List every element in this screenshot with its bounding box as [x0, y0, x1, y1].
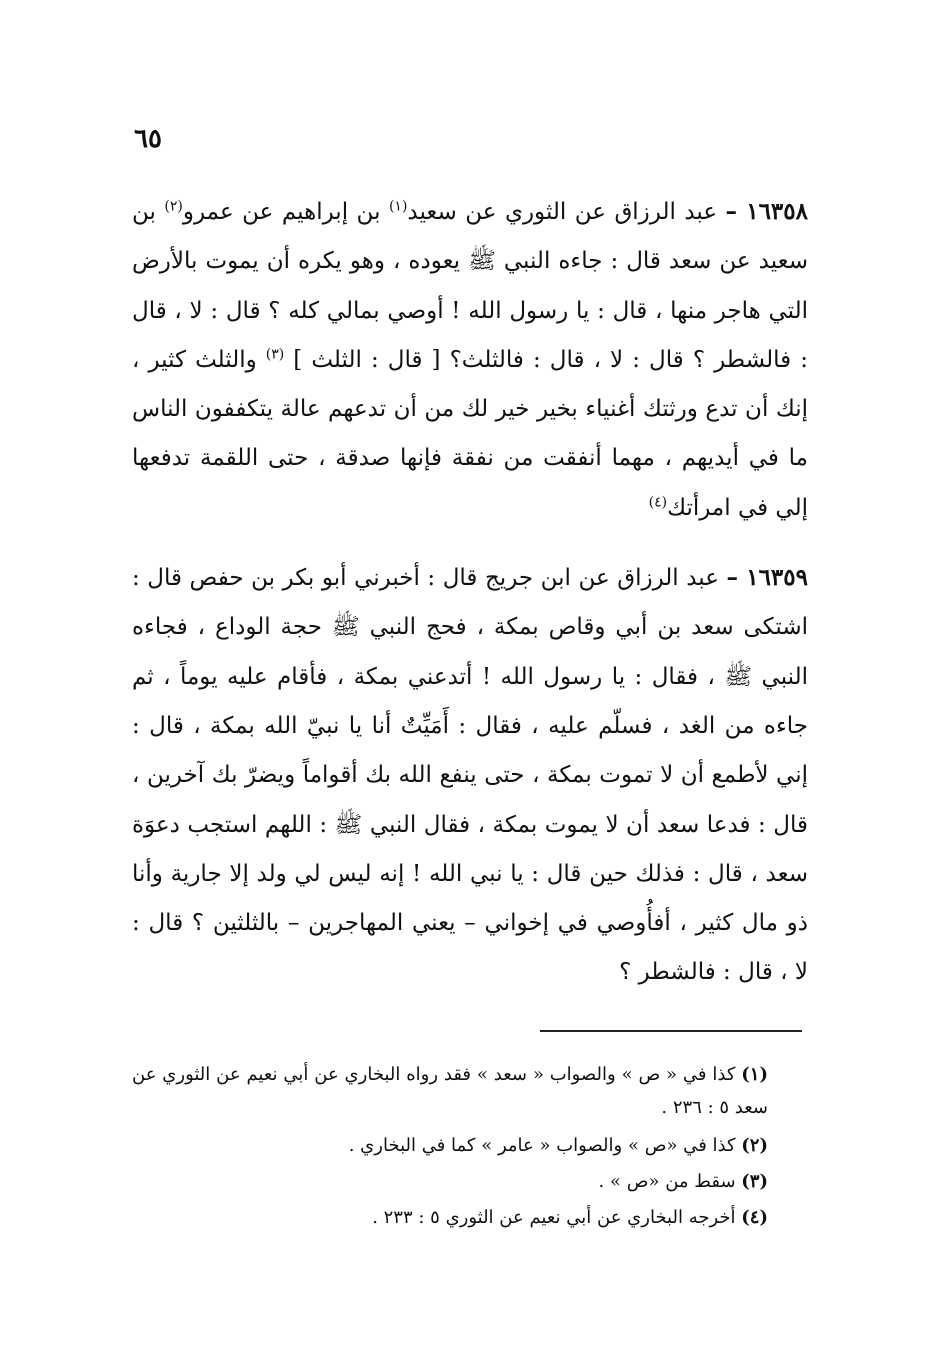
footnote-mark: (٢)	[741, 1135, 768, 1156]
footnote-4	[132, 1202, 808, 1234]
footnote-mark: (٣)	[741, 1171, 768, 1192]
footnote-reference: (١)	[388, 198, 408, 215]
footnotes	[132, 1058, 808, 1238]
footnote-2	[132, 1130, 808, 1162]
paragraph-16359	[132, 553, 808, 998]
paragraph-number: ١٦٣٥٩ –	[726, 564, 808, 592]
paragraph-text: عبد الرزاق عن الثوري عن سعيد	[407, 199, 726, 225]
footnote-1	[132, 1058, 808, 1124]
footnote-separator	[540, 1030, 802, 1032]
paragraph-text: عبد الرزاق عن ابن جريج قال : أخبرني أبو بكر بن حفص قال : اشتكى سعد بن أبي وقاص بمكة ، فحج النبي ﷺ حجة الوداع ، فجاءه النبي ﷺ ، فقال : يا رسول الله ! أتدعني بمكة ، فأقام عليه يوماً ، ثم جاءه من الغد ، فسلّم عليه ، فقال : أَمَيِّتٌ أنا يا نبيّ الله بمكة ، قال : إني لأطمع أن لا تموت بمكة ، حتى ينفع الله بك أقواماً ويضرّ بك آخرين ، قال : فدعا سعد أن لا يموت بمكة ، فقال النبي ﷺ : اللهم استجب دعوَة سعد ، قال : فذلك حين قال : يا نبي الله ! إنه ليس لي ولد إلا جارية وأنا ذو مال كثير ، أفأُوصي في إخواني – يعني المهاجرين – بالثلثين ؟ قال : لا ، قال : فالشطر ؟	[132, 565, 808, 986]
footnote-reference: (٣)	[265, 346, 285, 363]
paragraph-number: ١٦٣٥٨ –	[725, 198, 808, 225]
footnote-reference: (٤)	[648, 494, 668, 511]
paragraph-text: بن إبراهيم عن عمرو	[182, 199, 389, 225]
main-text	[132, 187, 808, 998]
footnote-text: أخرجه البخاري عن أبي نعيم عن الثوري ٥ : ٢٣٣ .	[372, 1207, 742, 1228]
footnote-text: سقط من «ص » .	[598, 1171, 742, 1192]
footnote-mark: (٤)	[741, 1207, 768, 1228]
footnote-reference: (٢)	[164, 198, 183, 215]
footnote-text: كذا في «ص » والصواب « عامر » كما في البخاري .	[348, 1135, 742, 1156]
page-number: ٦٥	[134, 124, 162, 154]
footnote-text: كذا في « ص » والصواب « سعد » فقد رواه البخاري عن أبي نعيم عن الثوري عن سعد ٥ : ٢٣٦ .	[132, 1064, 768, 1118]
paragraph-text: والثلث كثير ، إنك أن تدع ورثتك أغنياء بخير خير لك من أن تدعهم عالة يتكففون الناس ما في أيديهم ، مهما أنفقت من نفقة فإنها صدقة ، حتى اللقمة تدفعها إلي في امرأتك	[132, 346, 808, 521]
paragraph-16358	[132, 187, 808, 533]
paragraph-text: بن سعيد عن سعد قال : جاءه النبي ﷺ يعوده ، وهو يكره أن يموت بالأرض التي هاجر منها ، قال : يا رسول الله ! أوصي بمالي كله ؟ قال : لا ، قال : فالشطر ؟ قال : لا ، قال : فالثلث؟ [ قال : الثلث ]	[132, 199, 808, 373]
footnote-mark: (١)	[741, 1064, 768, 1085]
footnote-3	[132, 1166, 808, 1198]
